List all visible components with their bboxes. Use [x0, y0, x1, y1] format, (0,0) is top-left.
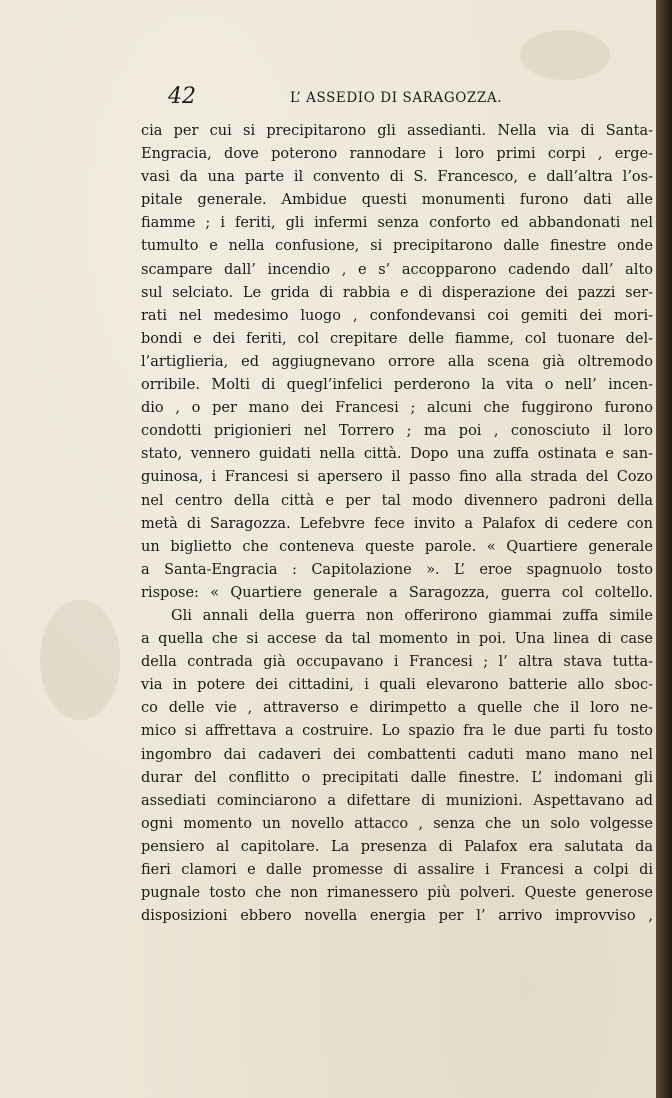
text-line: a Santa-Engracia : Capitolazione ». L’ eroe spagnuolo tosto	[141, 561, 653, 578]
text-line: co delle vie , attraverso e dirimpetto a quelle che il loro ne-	[141, 700, 653, 717]
text-line: rispose: « Quartiere generale a Saragozza, guerra col coltello.	[141, 584, 653, 601]
page-edge	[656, 0, 672, 1098]
text-line: durar del conflitto o precipitati dalle finestre. L’ indomani gli	[141, 769, 653, 786]
text-line: pitale generale. Ambidue questi monumenti furono dati alle	[141, 192, 653, 209]
text-line: fieri clamori e dalle promesse di assalire i Francesi a colpi di	[141, 862, 653, 878]
text-line: via in potere dei cittadini, i quali elevarono batterie allo sboc-	[141, 677, 653, 694]
text-line: della contrada già occupavano i Francesi ; l’ altra stava tutta-	[141, 654, 653, 671]
page-header	[168, 84, 518, 114]
text-line: disposizioni ebbero novella energia per l’ arrivo improvviso ,	[141, 908, 653, 925]
text-line: sul selciato. Le grida di rabbia e di disperazione dei pazzi ser-	[141, 284, 653, 301]
text-line: l’artiglieria, ed aggiugnevano orrore alla scena già oltremodo	[141, 353, 653, 370]
text-line: guinosa, i Francesi si apersero il passo fino alla strada del Cozo	[141, 469, 653, 486]
text-line: scampare dall’ incendio , e s’ accopparono cadendo dall’ alto	[141, 261, 653, 278]
running-title: L’ ASSEDIO DI SARAGOZZA.	[290, 90, 503, 106]
text-line: tumulto e nella confusione, si precipitarono dalle finestre onde	[141, 238, 653, 255]
page-number: 42	[168, 84, 196, 109]
text-line: stato, vennero guidati nella città. Dopo una zuffa ostinata e san-	[141, 446, 653, 463]
paper-stain	[520, 30, 610, 80]
text-line: bondi e dei feriti, col crepitare delle fiamme, col tuonare del-	[141, 330, 653, 347]
text-line: Engracia, dove poterono rannodare i loro primi corpi , erge-	[141, 146, 653, 163]
text-line: vasi da una parte il convento di S. Francesco, e dall’altra l’os-	[141, 169, 653, 186]
text-line: pugnale tosto che non rimanessero più polveri. Queste generose	[141, 885, 653, 902]
text-line: metà di Saragozza. Lefebvre fece invito a Palafox di cedere con	[141, 515, 653, 532]
text-line: condotti prigionieri nel Torrero ; ma poi , conosciuto il loro	[141, 423, 653, 440]
text-line: Gli annali della guerra non offerirono giammai zuffa simile	[171, 607, 653, 624]
text-line: orribile. Molti di quegl’infelici perderono la vita o nell’ incen-	[141, 377, 653, 394]
text-line: ogni momento un novello attacco , senza che un solo volgesse	[141, 815, 653, 832]
text-line: a quella che si accese da tal momento in poi. Una linea di case	[141, 631, 653, 648]
text-line: rati nel medesimo luogo , confondevansi coi gemiti dei mori-	[141, 307, 653, 324]
text-line: fiamme ; i feriti, gli infermi senza conforto ed abbandonati nel	[141, 215, 653, 232]
text-line: cia per cui si precipitarono gli assedianti. Nella via di Santa-	[141, 123, 653, 139]
text-line: mico si affrettava a costruire. Lo spazio fra le due parti fu tosto	[141, 723, 653, 740]
text-line: nel centro della città e per tal modo divennero padroni della	[141, 492, 653, 509]
text-line: dio , o per mano dei Francesi ; alcuni che fuggirono furono	[141, 400, 653, 417]
text-line: ingombro dai cadaveri dei combattenti caduti mano mano nel	[141, 746, 653, 763]
text-line: un biglietto che conteneva queste parole. « Quartiere generale	[141, 538, 653, 555]
paper-stain	[40, 600, 120, 720]
text-line: pensiero al capitolare. La presenza di Palafox era salutata da	[141, 838, 653, 855]
body-text	[141, 120, 653, 928]
text-line: assediati cominciarono a difettare di munizioni. Aspettavano ad	[141, 792, 653, 809]
